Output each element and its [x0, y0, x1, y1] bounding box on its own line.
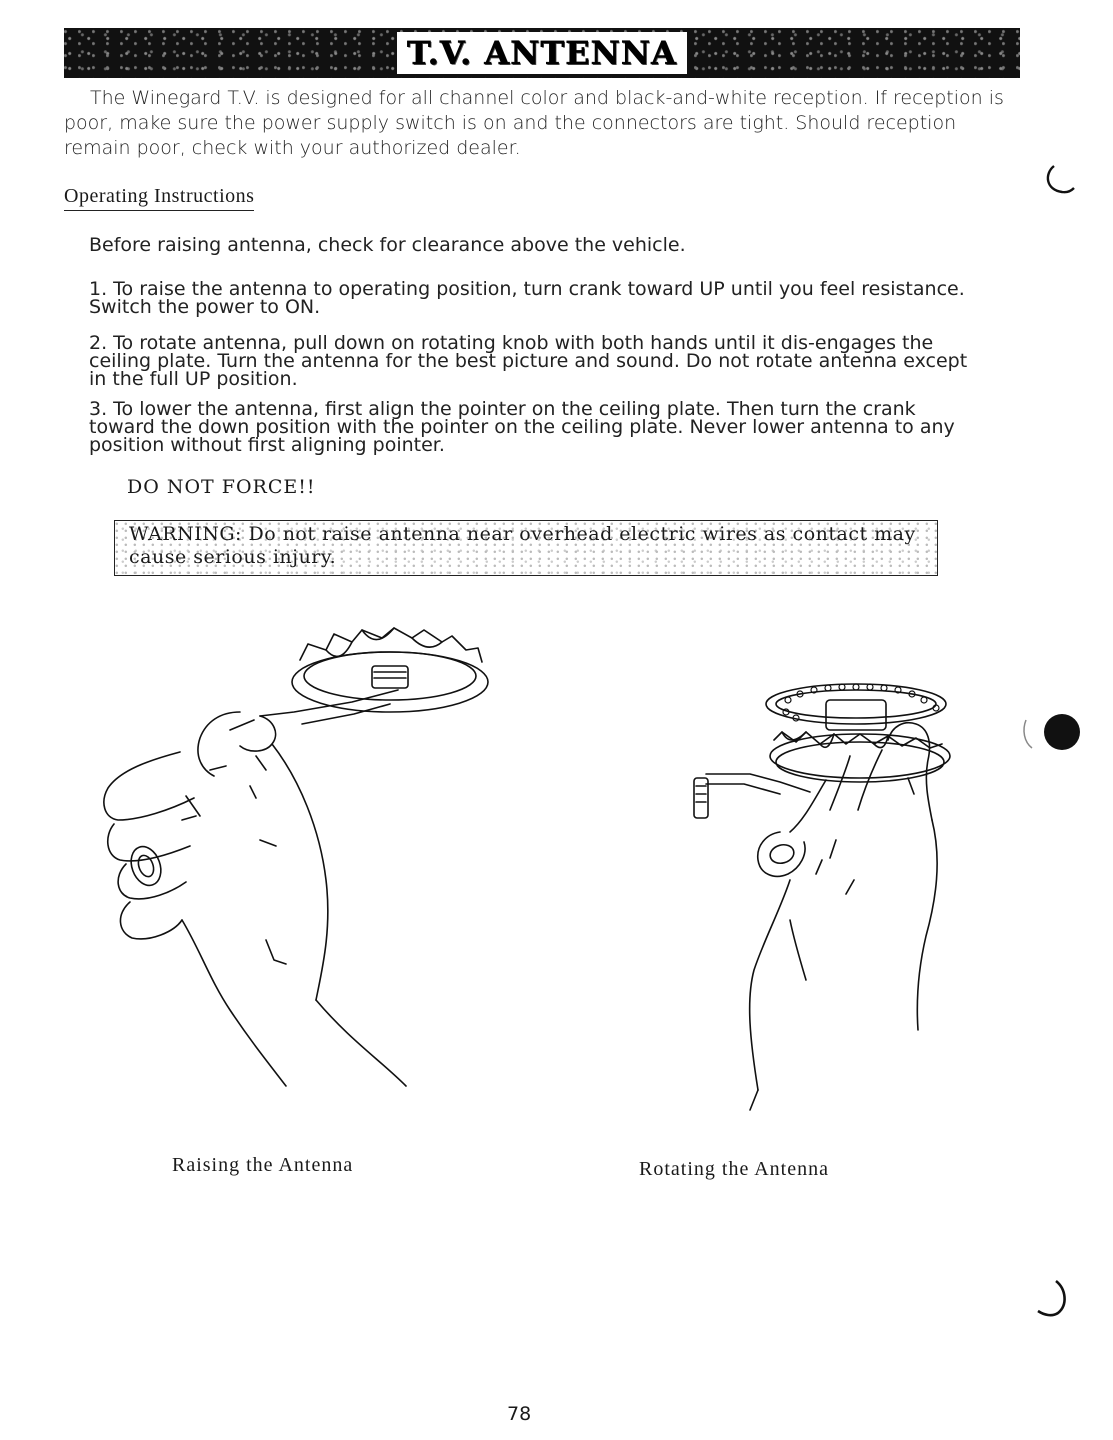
page-title: T.V. ANTENNA — [397, 32, 687, 74]
raising-antenna-illustration — [90, 620, 510, 1100]
binder-mark-bottom — [1030, 1275, 1080, 1320]
binder-mark-middle — [1016, 700, 1086, 760]
rotating-caption: Rotating the Antenna — [639, 1158, 829, 1180]
clearance-note: Before raising antenna, check for clearance above the vehicle. — [89, 234, 686, 256]
page-number: 78 — [507, 1403, 532, 1425]
raising-caption: Raising the Antenna — [172, 1154, 354, 1176]
do-not-force-note: DO NOT FORCE!! — [127, 476, 316, 498]
binder-mark-top — [1036, 160, 1086, 200]
step-3: 3. To lower the antenna, first align the pointer on the ceiling plate. Then turn the crank toward the down position with the pointer on the ceiling plate. Never lower antenna to any position without first aligning pointer. — [89, 398, 955, 456]
intro-paragraph: The Winegard T.V. is designed for all channel color and black-and-white reception. If reception is poor, make sure the power supply switch is on and the connectors are tight. Should reception remain poor, check with your authorized dealer. — [64, 87, 1004, 159]
step-2: 2. To rotate antenna, pull down on rotating knob with both hands until it dis-engages the ceiling plate. Turn the antenna for the best picture and sound. Do not rotate antenna except in the full UP position. — [89, 332, 968, 390]
operating-instructions-heading: Operating Instructions — [64, 185, 254, 211]
warning-box: WARNING: Do not raise antenna near overhead electric wires as contact may cause serious injury. — [114, 520, 938, 576]
step-1: 1. To raise the antenna to operating position, turn crank toward UP until you feel resistance. Switch the power to ON. — [89, 278, 965, 318]
rotating-antenna-illustration — [640, 670, 970, 1120]
title-banner — [64, 28, 1020, 78]
